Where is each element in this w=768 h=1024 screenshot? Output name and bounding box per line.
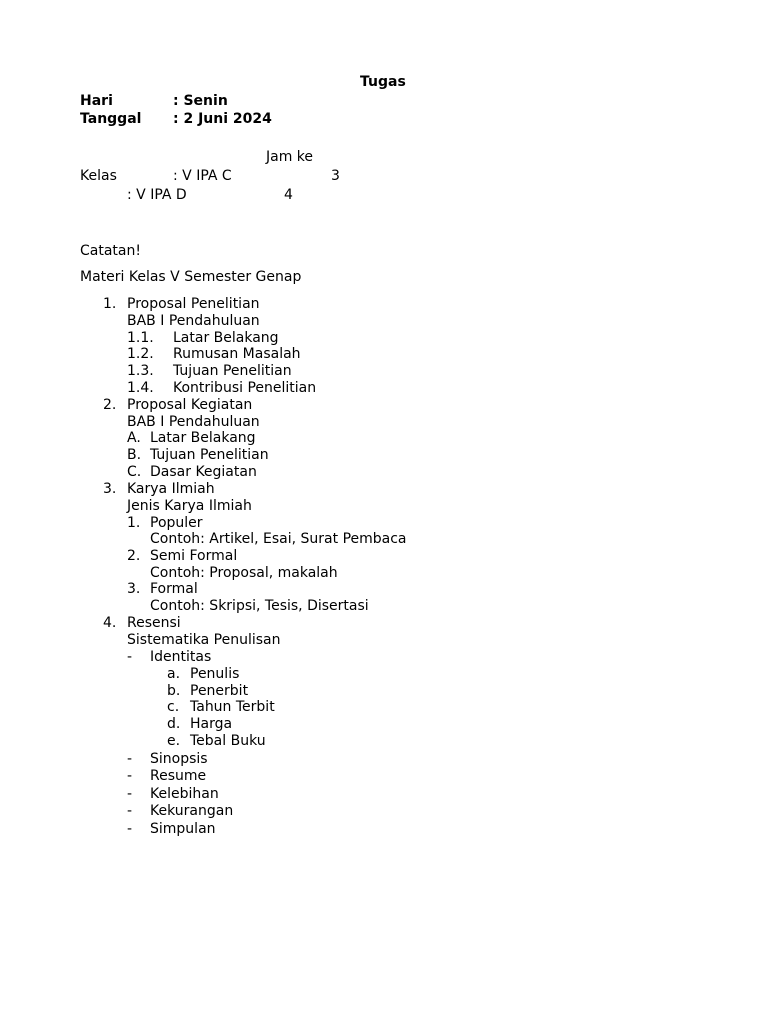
sub-item-number: 1.: [127, 515, 141, 531]
sub-item-number: 1.3.: [127, 363, 154, 379]
sub-sub-item-text: Tebal Buku: [190, 733, 266, 749]
kelas-value: : V IPA C: [173, 168, 232, 184]
jam-ke-label: Jam ke: [266, 149, 314, 165]
sub-item-text: Latar Belakang: [173, 330, 279, 346]
sub-item-number: 1.4.: [127, 380, 154, 396]
sub-item-text: Dasar Kegiatan: [150, 464, 257, 480]
sub-sub-item-text: Penulis: [190, 666, 240, 682]
jam-value: 4: [284, 187, 293, 203]
sub-sub-item-letter: e.: [167, 733, 181, 749]
list-item-number: 1.: [103, 296, 117, 312]
sub-item-text: Simpulan: [150, 821, 216, 837]
list-item-subtitle: BAB I Pendahuluan: [127, 414, 260, 430]
sub-item-letter: A.: [127, 430, 141, 446]
kelas-label: Kelas: [80, 168, 117, 184]
list-item-subtitle: Jenis Karya Ilmiah: [127, 498, 252, 514]
sub-sub-item-letter: c.: [167, 699, 180, 715]
sub-item-letter: C.: [127, 464, 142, 480]
sub-item-number: 1.1.: [127, 330, 154, 346]
sub-item-text: Resume: [150, 768, 207, 784]
hari-label: Hari: [80, 93, 113, 109]
sub-item-text: Identitas: [150, 649, 212, 665]
sub-item-number: 2.: [127, 548, 141, 564]
list-item-title: Resensi: [127, 615, 181, 631]
sub-item-example: Contoh: Proposal, makalah: [150, 565, 338, 581]
sub-item-text: Latar Belakang: [150, 430, 256, 446]
list-item-title: Karya Ilmiah: [127, 481, 215, 497]
jam-value: 3: [331, 168, 340, 184]
sub-item-text: Tujuan Penelitian: [173, 363, 292, 379]
tanggal-value: : 2 Juni 2024: [173, 111, 272, 127]
document-title: Tugas: [360, 74, 406, 90]
sub-item-text: Sinopsis: [150, 751, 208, 767]
sub-sub-item-text: Harga: [190, 716, 233, 732]
catatan-label: Catatan!: [80, 243, 141, 259]
dash-bullet: -: [127, 768, 133, 784]
dash-bullet: -: [127, 751, 133, 767]
sub-sub-item-letter: a.: [167, 666, 181, 682]
sub-item-text: Populer: [150, 515, 203, 531]
tanggal-label: Tanggal: [80, 111, 142, 127]
sub-item-text: Tujuan Penelitian: [150, 447, 269, 463]
sub-item-number: 3.: [127, 581, 141, 597]
kelas-value: : V IPA D: [127, 187, 187, 203]
list-item-subtitle: BAB I Pendahuluan: [127, 313, 260, 329]
sub-item-number: 1.2.: [127, 346, 154, 362]
list-item-subtitle: Sistematika Penulisan: [127, 632, 281, 648]
sub-item-text: Formal: [150, 581, 198, 597]
sub-item-text: Semi Formal: [150, 548, 238, 564]
sub-item-text: Kelebihan: [150, 786, 219, 802]
list-item-number: 4.: [103, 615, 117, 631]
list-item-number: 3.: [103, 481, 117, 497]
dash-bullet: -: [127, 649, 133, 665]
sub-sub-item-letter: d.: [167, 716, 181, 732]
sub-item-example: Contoh: Skripsi, Tesis, Disertasi: [150, 598, 369, 614]
dash-bullet: -: [127, 803, 133, 819]
list-item-number: 2.: [103, 397, 117, 413]
sub-sub-item-text: Penerbit: [190, 683, 249, 699]
sub-item-text: Rumusan Masalah: [173, 346, 301, 362]
sub-sub-item-text: Tahun Terbit: [190, 699, 275, 715]
sub-item-example: Contoh: Artikel, Esai, Surat Pembaca: [150, 531, 407, 547]
list-item-title: Proposal Penelitian: [127, 296, 260, 312]
sub-item-text: Kekurangan: [150, 803, 234, 819]
sub-sub-item-letter: b.: [167, 683, 181, 699]
list-item-title: Proposal Kegiatan: [127, 397, 253, 413]
materi-heading: Materi Kelas V Semester Genap: [80, 269, 302, 285]
sub-item-text: Kontribusi Penelitian: [173, 380, 317, 396]
dash-bullet: -: [127, 786, 133, 802]
hari-value: : Senin: [173, 93, 228, 109]
sub-item-letter: B.: [127, 447, 142, 463]
dash-bullet: -: [127, 821, 133, 837]
